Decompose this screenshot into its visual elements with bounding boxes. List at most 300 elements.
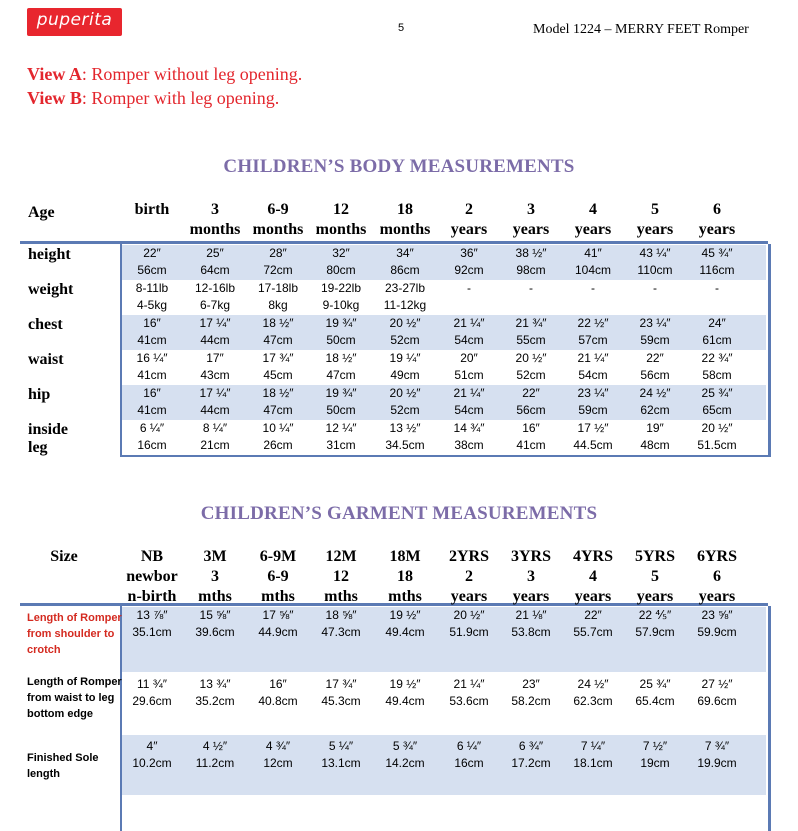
cell-inches: 17 ¾″ [262, 351, 294, 365]
column-header [562, 547, 624, 607]
column-header [562, 200, 624, 244]
cell-inches: - [467, 281, 471, 295]
cell-metric: 59cm [578, 403, 608, 417]
cell-metric: 10.2cm [132, 756, 172, 770]
cell-metric: 62cm [640, 403, 670, 417]
column-header-line2: 6 [713, 568, 721, 585]
table-cell [184, 280, 246, 314]
table-cell [562, 280, 624, 297]
table-cell [121, 738, 183, 772]
model-title: Model 1224 – MERRY FEET Romper [533, 22, 749, 37]
body-measurements-title: CHILDREN’S BODY MEASUREMENTS [223, 156, 575, 177]
column-header [500, 547, 562, 607]
cell-inches: 16″ [143, 386, 161, 400]
brand-logo [27, 8, 122, 36]
table-cell [247, 245, 309, 279]
column-header [374, 547, 436, 607]
table-cell [562, 385, 624, 419]
cell-metric: 19cm [640, 756, 670, 770]
cell-inches: 20″ [460, 351, 478, 365]
column-header-line1: 6-9M [259, 548, 297, 565]
table-cell [310, 280, 372, 314]
column-header-line1: 3 [527, 201, 535, 218]
table-cell [121, 607, 183, 641]
table-cell [374, 280, 436, 314]
cell-metric: 59cm [640, 333, 670, 347]
cell-inches: 13 ⅞″ [136, 608, 168, 622]
cell-metric: 6-7kg [199, 298, 231, 312]
view-b-label: View B [27, 88, 82, 108]
cell-metric: 18.1cm [573, 756, 613, 770]
table-cell [624, 280, 686, 297]
cell-metric: 50cm [326, 333, 356, 347]
cell-inches: 19″ [646, 421, 664, 435]
column-header-line3: years [698, 588, 736, 605]
table-cell [686, 420, 748, 454]
row-label: chest [28, 316, 63, 333]
table-cell [374, 676, 436, 710]
table-cell [500, 315, 562, 349]
cell-inches: 18 ⅝″ [325, 608, 357, 622]
cell-inches: 21 ¼″ [453, 677, 485, 691]
cell-metric: 65cm [702, 403, 732, 417]
table-cell [500, 607, 562, 641]
column-header [686, 547, 748, 607]
row-label: height [28, 246, 71, 263]
cell-inches: 23-27lb [384, 281, 426, 295]
table-cell [247, 676, 309, 710]
cell-inches: 22″ [646, 351, 664, 365]
column-header-line1: 4YRS [572, 548, 613, 565]
cell-inches: 19-22lb [320, 281, 362, 295]
column-header [500, 200, 562, 244]
cell-metric: 116cm [699, 263, 735, 277]
column-header [438, 547, 500, 607]
cell-inches: 21 ¼″ [453, 386, 485, 400]
cell-metric: 34.5cm [385, 438, 425, 452]
cell-metric: 29.6cm [132, 694, 172, 708]
cell-inches: 12-16lb [194, 281, 236, 295]
column-header [686, 200, 748, 244]
table-cell [374, 385, 436, 419]
size-header: Size [50, 548, 78, 565]
brand-logo-text: puperita [36, 10, 113, 30]
cell-metric: 40.8cm [258, 694, 298, 708]
cell-inches: 22″ [584, 608, 602, 622]
cell-metric: 43cm [200, 368, 230, 382]
column-header-line3: years [512, 588, 550, 605]
column-header-line1: 3M [203, 548, 227, 565]
table-cell [121, 350, 183, 384]
cell-inches: 19 ½″ [389, 677, 421, 691]
column-header-line2: years [450, 221, 488, 238]
cell-inches: 22 ⅘″ [638, 608, 672, 622]
column-header-line3: mths [324, 588, 358, 605]
table-cell [500, 676, 562, 710]
cell-metric: 53.8cm [511, 625, 551, 639]
column-header-line2: months [189, 221, 241, 238]
column-header [310, 547, 372, 607]
cell-inches: 13 ¾″ [199, 677, 231, 691]
cell-inches: 22″ [143, 246, 161, 260]
table-cell [184, 676, 246, 710]
table-cell [624, 738, 686, 772]
cell-inches: 17 ¼″ [199, 316, 231, 330]
table-cell [374, 420, 436, 454]
table-cell [184, 315, 246, 349]
cell-inches: 17 ¾″ [325, 677, 357, 691]
cell-metric: 35.1cm [132, 625, 172, 639]
column-header-line3: years [636, 588, 674, 605]
cell-inches: 34″ [396, 246, 414, 260]
column-header-line2: newbor [126, 568, 178, 585]
cell-metric: 16cm [454, 756, 484, 770]
cell-inches: 8 ¼″ [202, 421, 228, 435]
cell-metric: 48cm [640, 438, 670, 452]
table-cell [247, 385, 309, 419]
column-header [247, 547, 309, 607]
table-cell [438, 738, 500, 772]
column-header [438, 200, 500, 244]
view-a-line [27, 64, 302, 85]
cell-inches: 23″ [522, 677, 540, 691]
table-cell [624, 315, 686, 349]
column-header-line2: 18 [397, 568, 413, 585]
table-cell [686, 385, 748, 419]
table-cell [624, 607, 686, 641]
row-label: Length of Romper from waist to leg bottom edge [27, 676, 122, 720]
cell-inches: 16″ [143, 316, 161, 330]
table-cell [438, 607, 500, 641]
column-header-line1: 6YRS [696, 548, 737, 565]
table-cell [310, 385, 372, 419]
cell-inches: - [529, 281, 533, 295]
cell-metric: 58cm [702, 368, 732, 382]
cell-inches: 12 ¼″ [325, 421, 357, 435]
table-cell [184, 350, 246, 384]
table-cell [247, 280, 309, 314]
table-cell [624, 676, 686, 710]
cell-inches: 21 ¼″ [577, 351, 609, 365]
view-b-text: : Romper with leg opening. [81, 88, 280, 108]
cell-metric: 54cm [454, 333, 484, 347]
cell-inches: 8-11lb [135, 281, 169, 295]
column-header-line1: 5YRS [634, 548, 675, 565]
cell-metric: 44.9cm [258, 625, 298, 639]
table-cell [624, 385, 686, 419]
table-cell [184, 385, 246, 419]
cell-metric: 92cm [454, 263, 484, 277]
table-cell [686, 280, 748, 297]
column-header-line1: 6-9 [267, 201, 289, 218]
cell-metric: 16cm [137, 438, 167, 452]
table-cell [500, 245, 562, 279]
table-cell [310, 420, 372, 454]
column-header-line2: years [636, 221, 674, 238]
table-cell [562, 738, 624, 772]
column-header-line2: 12 [333, 568, 349, 585]
cell-metric: 54cm [454, 403, 484, 417]
cell-metric: 41cm [137, 333, 167, 347]
table-cell [184, 245, 246, 279]
table-cell [121, 280, 183, 314]
column-header-line1: 18 [397, 201, 413, 218]
table-cell [562, 245, 624, 279]
column-header-line3: mths [388, 588, 422, 605]
column-header-line2: months [379, 221, 431, 238]
cell-inches: - [591, 281, 595, 295]
column-header-line3: years [450, 588, 488, 605]
cell-metric: 55cm [516, 333, 546, 347]
cell-inches: 32″ [332, 246, 350, 260]
table-cell [686, 245, 748, 279]
table-cell [438, 420, 500, 454]
cell-metric: 44cm [200, 403, 230, 417]
table-cell [184, 607, 246, 641]
cell-inches: 21 ⅛″ [515, 608, 547, 622]
cell-metric: 13.1cm [321, 756, 361, 770]
column-header-line1: 3 [211, 201, 219, 218]
table-cell [438, 280, 500, 297]
table-cell [247, 738, 309, 772]
cell-metric: 35.2cm [195, 694, 235, 708]
table-cell [624, 245, 686, 279]
cell-metric: 51cm [454, 368, 484, 382]
cell-inches: 19 ¾″ [325, 316, 357, 330]
cell-metric: 11.2cm [195, 756, 235, 770]
column-header-line2: months [315, 221, 367, 238]
cell-inches: 6 ¼″ [139, 421, 165, 435]
column-header [184, 547, 246, 607]
cell-metric: 51.5cm [697, 438, 737, 452]
table-cell [310, 738, 372, 772]
cell-metric: 26cm [263, 438, 293, 452]
cell-inches: 18 ½″ [325, 351, 357, 365]
cell-inches: 5 ¼″ [328, 739, 354, 753]
cell-inches: 17″ [206, 351, 224, 365]
column-header-line2: 6-9 [267, 568, 289, 585]
cell-metric: 69.6cm [697, 694, 737, 708]
cell-metric: 19.9cm [697, 756, 737, 770]
cell-inches: 41″ [584, 246, 602, 260]
cell-metric: 47cm [263, 403, 293, 417]
cell-inches: 25 ¾″ [639, 677, 671, 691]
cell-inches: 22 ½″ [577, 316, 609, 330]
cell-metric: 72cm [263, 263, 293, 277]
table-cell [500, 385, 562, 419]
cell-metric: 44cm [200, 333, 230, 347]
cell-metric: 4-5kg [136, 298, 168, 312]
cell-inches: 5 ¾″ [392, 739, 418, 753]
table-cell [500, 420, 562, 454]
column-header-line1: 3YRS [510, 548, 551, 565]
cell-metric: 17.2cm [511, 756, 551, 770]
cell-metric: 57.9cm [635, 625, 675, 639]
cell-inches: 19 ¼″ [389, 351, 421, 365]
cell-inches: 25 ¾″ [701, 386, 733, 400]
table-cell [624, 420, 686, 454]
cell-inches: 17 ½″ [577, 421, 609, 435]
column-header-line3: years [574, 588, 612, 605]
cell-metric: 52cm [390, 403, 420, 417]
cell-inches: 15 ⅝″ [199, 608, 231, 622]
column-header-line1: 4 [589, 201, 597, 218]
page-number: 5 [398, 22, 405, 34]
cell-inches: 24″ [708, 316, 726, 330]
cell-metric: 49cm [390, 368, 420, 382]
table-cell [686, 676, 748, 710]
cell-metric: 49.4cm [385, 694, 425, 708]
garment-measurements-title: CHILDREN’S GARMENT MEASUREMENTS [200, 503, 598, 524]
row-label: Finished Sole length [27, 752, 99, 780]
cell-metric: 11-12kg [383, 298, 427, 312]
table-cell [438, 315, 500, 349]
table-cell [438, 676, 500, 710]
cell-metric: 41cm [137, 368, 167, 382]
cell-inches: 11 ¾″ [136, 677, 168, 691]
column-header-line1: 2YRS [448, 548, 489, 565]
table-cell [500, 280, 562, 297]
row-label: Length of Romper from shoulder to crotch [27, 612, 122, 656]
column-header-line1: birth [134, 201, 170, 218]
table-cell [374, 350, 436, 384]
column-header [624, 200, 686, 244]
age-header: Age [28, 204, 55, 221]
table-cell [686, 315, 748, 349]
table-cell [500, 738, 562, 772]
cell-inches: 19 ½″ [389, 608, 421, 622]
cell-metric: 110cm [637, 263, 673, 277]
view-b-line [27, 88, 279, 109]
cell-inches: 7 ¾″ [704, 739, 730, 753]
cell-inches: 24 ½″ [639, 386, 671, 400]
table-cell [310, 676, 372, 710]
cell-inches: 20 ½″ [389, 386, 421, 400]
cell-metric: 47cm [263, 333, 293, 347]
table-cell [438, 245, 500, 279]
cell-inches: 21 ¾″ [515, 316, 547, 330]
cell-inches: 4 ½″ [202, 739, 228, 753]
table-cell [121, 385, 183, 419]
row-label: weight [28, 281, 74, 298]
cell-inches: 22 ¾″ [701, 351, 733, 365]
table-cell [374, 738, 436, 772]
cell-inches: - [653, 281, 657, 295]
cell-inches: 23 ¼″ [639, 316, 671, 330]
table-cell [686, 607, 748, 641]
row-label: hip [28, 386, 51, 403]
cell-metric: 51.9cm [449, 625, 489, 639]
column-header-line2: 5 [651, 568, 659, 585]
column-header [247, 200, 309, 244]
table-cell [374, 245, 436, 279]
cell-inches: 20 ½″ [515, 351, 547, 365]
table-cell [624, 350, 686, 384]
column-header-line2: years [698, 221, 736, 238]
cell-inches: 20 ½″ [453, 608, 485, 622]
cell-inches: - [715, 281, 719, 295]
view-a-label: View A [27, 64, 82, 84]
cell-inches: 16 ¼″ [136, 351, 168, 365]
cell-inches: 19 ¾″ [325, 386, 357, 400]
cell-metric: 65.4cm [635, 694, 675, 708]
cell-inches: 16″ [522, 421, 540, 435]
table-cell [438, 350, 500, 384]
column-header [624, 547, 686, 607]
cell-metric: 58.2cm [511, 694, 551, 708]
cell-metric: 45cm [263, 368, 293, 382]
table-cell [121, 245, 183, 279]
column-header-line3: mths [261, 588, 295, 605]
table-cell [310, 245, 372, 279]
table-cell [310, 350, 372, 384]
cell-metric: 38cm [454, 438, 484, 452]
table-cell [562, 420, 624, 454]
cell-metric: 12cm [263, 756, 293, 770]
column-header-line3: mths [198, 588, 232, 605]
cell-inches: 23 ⅝″ [701, 608, 733, 622]
cell-metric: 41cm [516, 438, 546, 452]
cell-inches: 27 ½″ [701, 677, 733, 691]
cell-inches: 28″ [269, 246, 287, 260]
column-header-line1: 12M [325, 548, 357, 565]
table-cell [562, 315, 624, 349]
cell-inches: 24 ½″ [577, 677, 609, 691]
cell-inches: 6 ¾″ [518, 739, 544, 753]
cell-inches: 16″ [269, 677, 287, 691]
cell-inches: 10 ¼″ [262, 421, 294, 435]
cell-metric: 57cm [578, 333, 608, 347]
table-cell [247, 315, 309, 349]
cell-metric: 39.6cm [195, 625, 235, 639]
table-cell [121, 676, 183, 710]
table-cell [121, 420, 183, 454]
cell-inches: 22″ [522, 386, 540, 400]
cell-inches: 18 ½″ [262, 316, 294, 330]
column-header-line1: 6 [713, 201, 721, 218]
cell-inches: 25″ [206, 246, 224, 260]
row-label: inside leg [28, 421, 69, 456]
column-header-line1: 5 [651, 201, 659, 218]
cell-inches: 4″ [146, 739, 158, 753]
cell-inches: 36″ [460, 246, 478, 260]
cell-metric: 98cm [516, 263, 546, 277]
cell-inches: 7 ¼″ [580, 739, 606, 753]
table-cell [374, 315, 436, 349]
cell-metric: 56cm [640, 368, 670, 382]
view-a-text: : Romper without leg opening. [81, 64, 303, 84]
cell-inches: 18 ½″ [262, 386, 294, 400]
column-header-line2: years [574, 221, 612, 238]
cell-metric: 31cm [326, 438, 356, 452]
cell-inches: 13 ½″ [389, 421, 421, 435]
cell-metric: 56cm [137, 263, 167, 277]
column-header-line2: 3 [527, 568, 535, 585]
table-cell [247, 420, 309, 454]
cell-inches: 20 ½″ [389, 316, 421, 330]
cell-inches: 23 ¼″ [577, 386, 609, 400]
cell-inches: 20 ½″ [701, 421, 733, 435]
cell-inches: 7 ½″ [642, 739, 668, 753]
table-cell [121, 315, 183, 349]
row-label: waist [28, 351, 64, 368]
cell-metric: 86cm [390, 263, 420, 277]
cell-metric: 45.3cm [321, 694, 361, 708]
table-cell [184, 738, 246, 772]
cell-inches: 14 ¾″ [453, 421, 485, 435]
cell-metric: 47cm [326, 368, 356, 382]
cell-metric: 47.3cm [321, 625, 361, 639]
